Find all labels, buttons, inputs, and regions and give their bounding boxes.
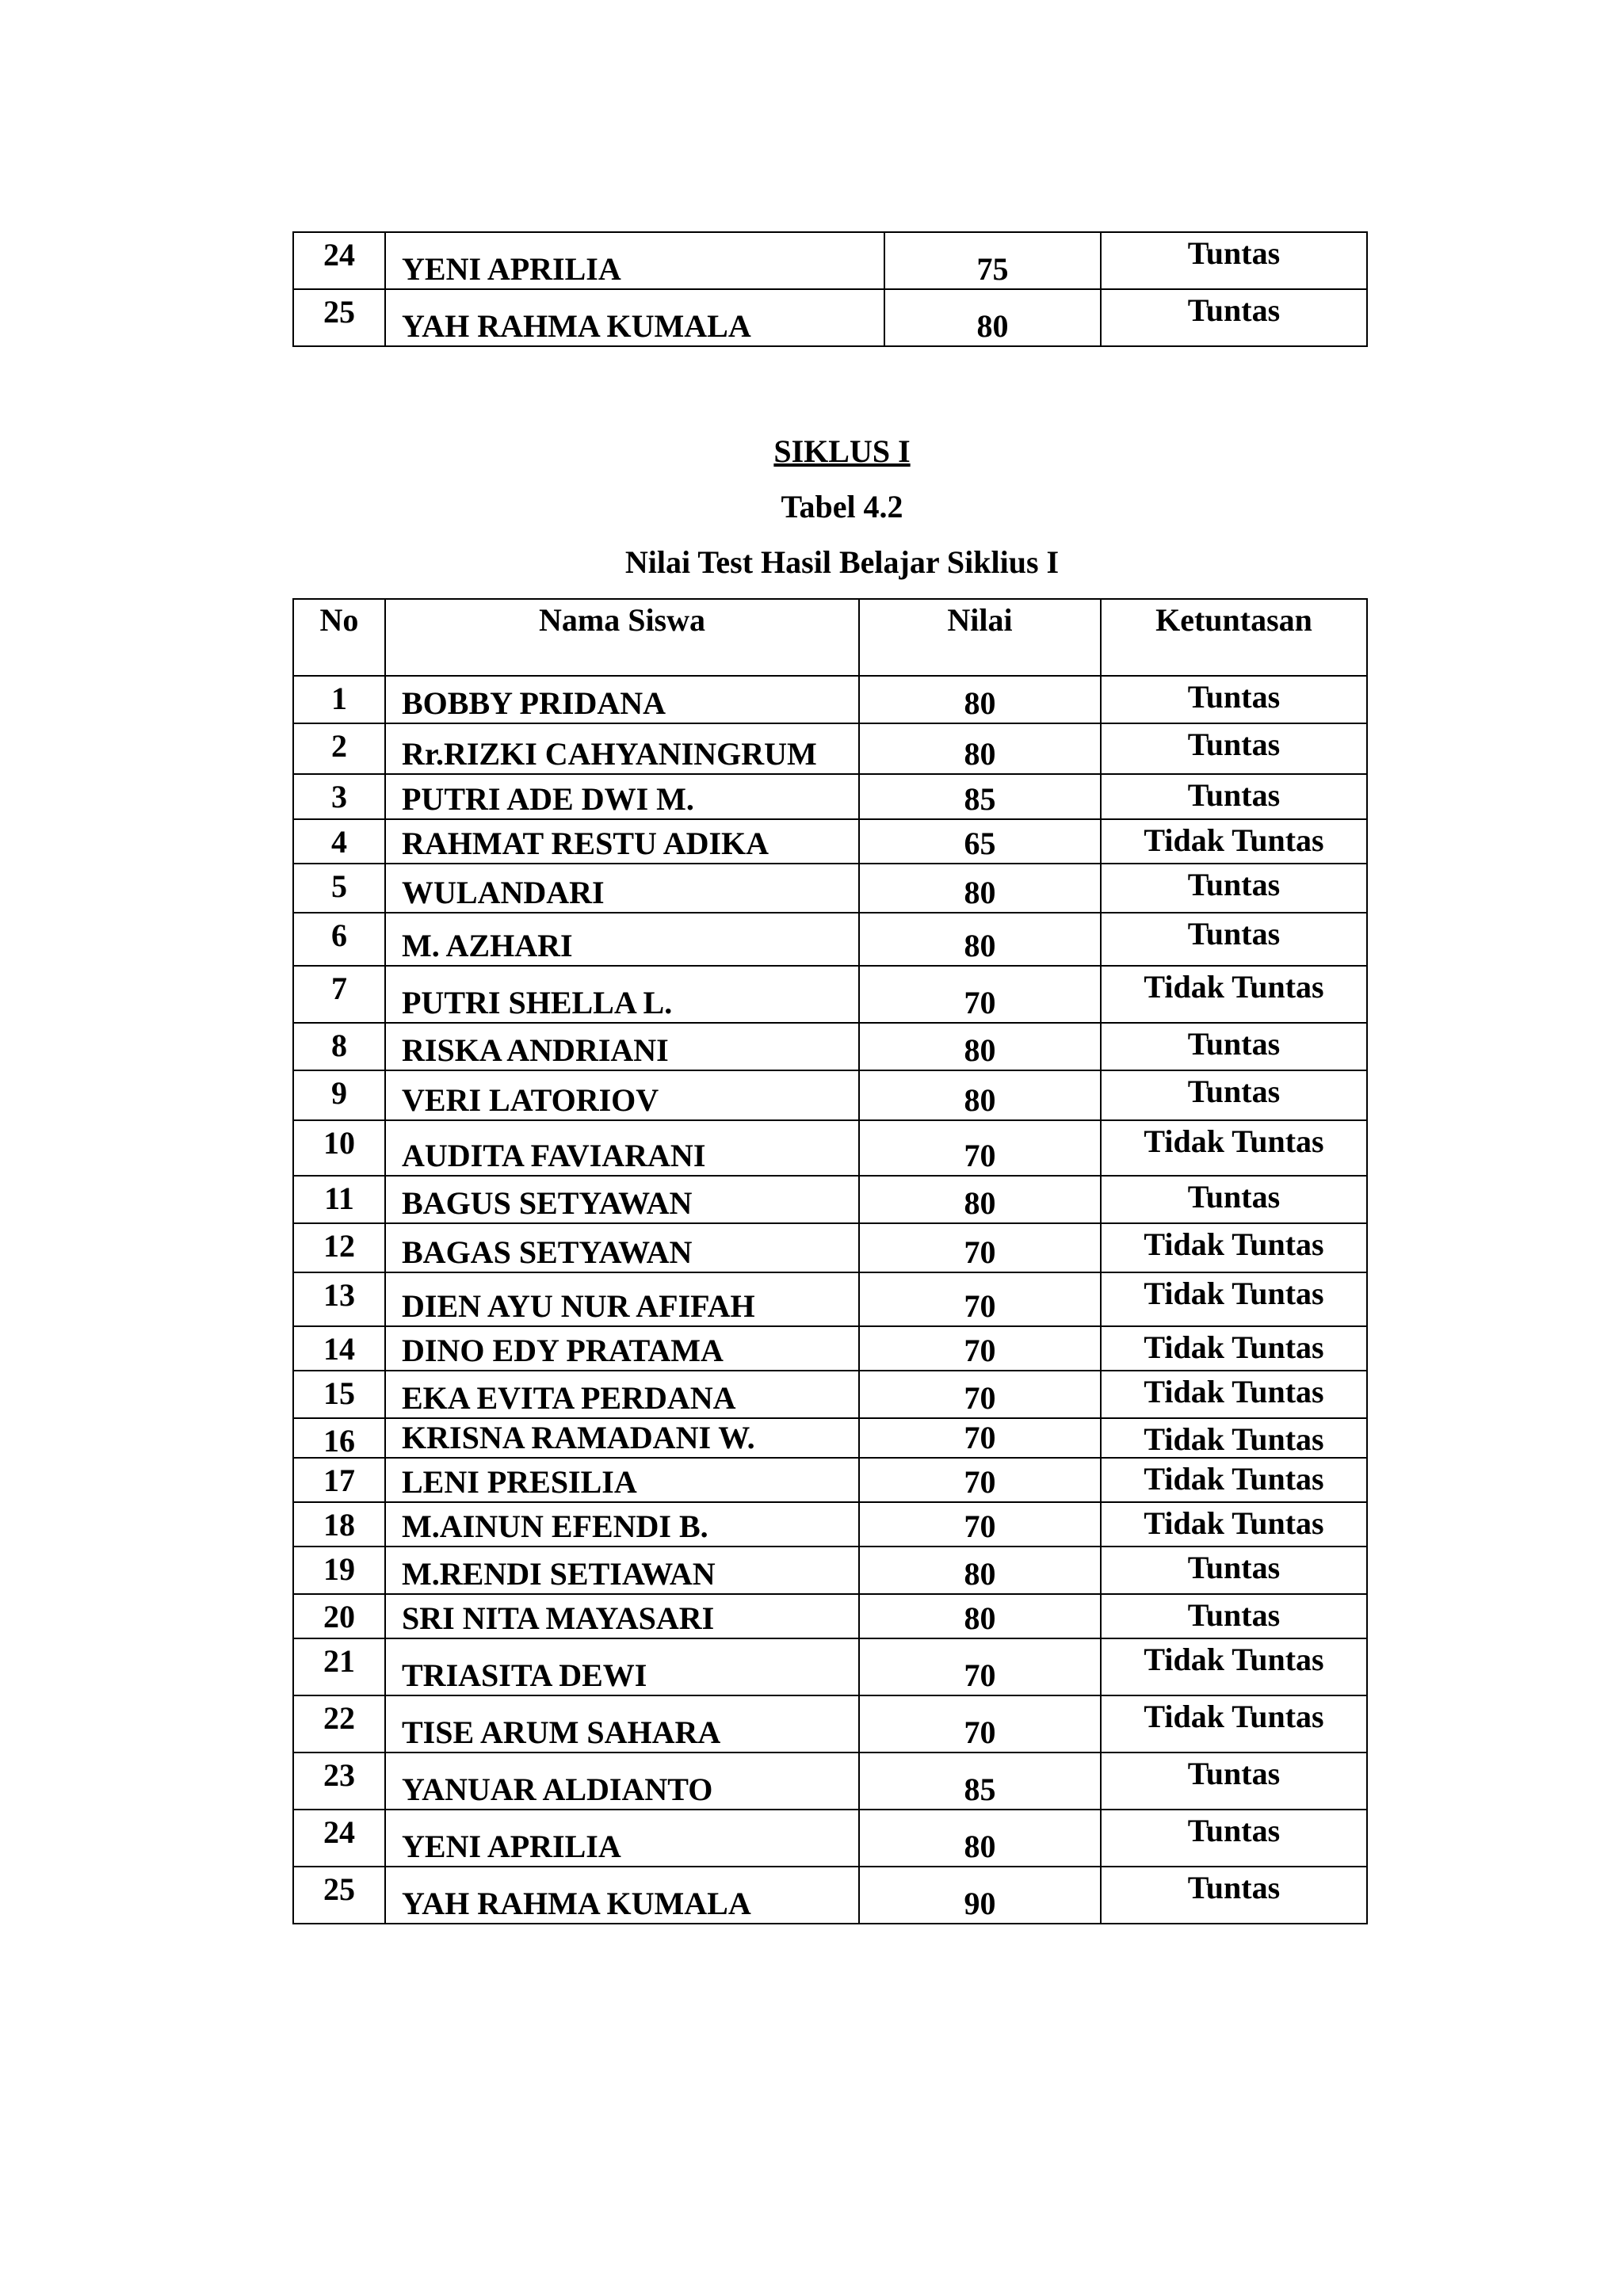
completion-status: Tuntas <box>1101 723 1367 774</box>
row-number: 25 <box>293 289 385 346</box>
score-value: 80 <box>859 1594 1101 1638</box>
table-row <box>293 676 1367 723</box>
student-name: YAH RAHMA KUMALA <box>385 1867 859 1924</box>
row-number: 23 <box>293 1753 385 1810</box>
table-row <box>293 1867 1367 1924</box>
table-row <box>293 1418 1367 1458</box>
row-number: 19 <box>293 1547 385 1594</box>
completion-status: Tidak Tuntas <box>1101 1326 1367 1371</box>
student-name: WULANDARI <box>385 864 859 913</box>
table-row <box>293 1695 1367 1753</box>
table-row <box>293 774 1367 819</box>
row-number: 4 <box>293 819 385 864</box>
table-row <box>293 966 1367 1023</box>
completion-status: Tuntas <box>1101 676 1367 723</box>
row-number: 25 <box>293 1867 385 1924</box>
student-name: YANUAR ALDIANTO <box>385 1753 859 1810</box>
student-name: LENI PRESILIA <box>385 1458 859 1502</box>
table-row <box>293 289 1367 346</box>
score-value: 80 <box>859 723 1101 774</box>
student-name: YENI APRILIA <box>385 1810 859 1867</box>
completion-status: Tidak Tuntas <box>1101 1695 1367 1753</box>
table-row <box>293 1371 1367 1418</box>
score-value: 80 <box>859 1023 1101 1070</box>
table-row <box>293 1023 1367 1070</box>
row-number: 14 <box>293 1326 385 1371</box>
table-row <box>293 1810 1367 1867</box>
score-value: 80 <box>859 676 1101 723</box>
completion-status: Tidak Tuntas <box>1101 1418 1367 1458</box>
completion-status: Tuntas <box>1101 1594 1367 1638</box>
score-value: 80 <box>859 913 1101 966</box>
row-number: 21 <box>293 1638 385 1695</box>
completion-status: Tidak Tuntas <box>1101 819 1367 864</box>
row-number: 10 <box>293 1120 385 1176</box>
row-number: 8 <box>293 1023 385 1070</box>
student-name: TISE ARUM SAHARA <box>385 1695 859 1753</box>
row-number: 24 <box>293 232 385 289</box>
completion-status: Tuntas <box>1101 1547 1367 1594</box>
row-number: 13 <box>293 1272 385 1326</box>
score-value: 70 <box>859 1272 1101 1326</box>
student-name: PUTRI SHELLA L. <box>385 966 859 1023</box>
table-row <box>293 1070 1367 1120</box>
completion-status: Tidak Tuntas <box>1101 1371 1367 1418</box>
table-row <box>293 1120 1367 1176</box>
student-name: SRI NITA MAYASARI <box>385 1594 859 1638</box>
student-name: Rr.RIZKI CAHYANINGRUM <box>385 723 859 774</box>
score-value: 70 <box>859 966 1101 1023</box>
student-name: TRIASITA DEWI <box>385 1638 859 1695</box>
completion-status: Tuntas <box>1101 913 1367 966</box>
completion-status: Tidak Tuntas <box>1101 1272 1367 1326</box>
table-row <box>293 819 1367 864</box>
student-name: BAGUS SETYAWAN <box>385 1176 859 1223</box>
completion-status: Tuntas <box>1101 1070 1367 1120</box>
student-name: EKA EVITA PERDANA <box>385 1371 859 1418</box>
table-row <box>293 1272 1367 1326</box>
student-name: M. AZHARI <box>385 913 859 966</box>
student-name: VERI LATORIOV <box>385 1070 859 1120</box>
header-score: Nilai <box>859 599 1101 676</box>
completion-status: Tidak Tuntas <box>1101 966 1367 1023</box>
student-name: M.AINUN EFENDI B. <box>385 1502 859 1547</box>
completion-status: Tidak Tuntas <box>1101 1638 1367 1695</box>
score-value: 80 <box>859 864 1101 913</box>
table-row <box>293 1638 1367 1695</box>
row-number: 16 <box>293 1418 385 1458</box>
table-row <box>293 1176 1367 1223</box>
score-value: 90 <box>859 1867 1101 1924</box>
row-number: 18 <box>293 1502 385 1547</box>
completion-status: Tidak Tuntas <box>1101 1223 1367 1272</box>
row-number: 1 <box>293 676 385 723</box>
completion-status: Tuntas <box>1101 1810 1367 1867</box>
score-value: 80 <box>859 1176 1101 1223</box>
row-number: 22 <box>293 1695 385 1753</box>
completion-status: Tidak Tuntas <box>1101 1120 1367 1176</box>
row-number: 7 <box>293 966 385 1023</box>
table-row <box>293 1223 1367 1272</box>
header-no: No <box>293 599 385 676</box>
table-row <box>293 1753 1367 1810</box>
score-value: 70 <box>859 1223 1101 1272</box>
student-name: KRISNA RAMADANI W. <box>385 1418 859 1458</box>
score-value: 65 <box>859 819 1101 864</box>
student-name: BOBBY PRIDANA <box>385 676 859 723</box>
completion-status: Tuntas <box>1101 1023 1367 1070</box>
completion-status: Tuntas <box>1101 232 1367 289</box>
row-number: 9 <box>293 1070 385 1120</box>
table-row <box>293 913 1367 966</box>
student-name: M.RENDI SETIAWAN <box>385 1547 859 1594</box>
completion-status: Tuntas <box>1101 1753 1367 1810</box>
table-row <box>293 1594 1367 1638</box>
table-number: Tabel 4.2 <box>781 489 903 524</box>
score-value: 70 <box>859 1120 1101 1176</box>
row-number: 2 <box>293 723 385 774</box>
completion-status: Tuntas <box>1101 289 1367 346</box>
table-row <box>293 1547 1367 1594</box>
row-number: 24 <box>293 1810 385 1867</box>
score-value: 85 <box>859 1753 1101 1810</box>
table-row <box>293 1502 1367 1547</box>
student-name: DINO EDY PRATAMA <box>385 1326 859 1371</box>
row-number: 12 <box>293 1223 385 1272</box>
student-name: RISKA ANDRIANI <box>385 1023 859 1070</box>
score-value: 70 <box>859 1502 1101 1547</box>
score-value: 70 <box>859 1371 1101 1418</box>
completion-status: Tuntas <box>1101 774 1367 819</box>
score-value: 75 <box>884 232 1101 289</box>
completion-status: Tidak Tuntas <box>1101 1458 1367 1502</box>
score-value: 70 <box>859 1458 1101 1502</box>
score-value: 85 <box>859 774 1101 819</box>
table-row <box>293 1458 1367 1502</box>
student-name: RAHMAT RESTU ADIKA <box>385 819 859 864</box>
table-row <box>293 232 1367 289</box>
row-number: 5 <box>293 864 385 913</box>
table-row <box>293 864 1367 913</box>
header-status: Ketuntasan <box>1101 599 1367 676</box>
completion-status: Tidak Tuntas <box>1101 1502 1367 1547</box>
student-name: BAGAS SETYAWAN <box>385 1223 859 1272</box>
row-number: 20 <box>293 1594 385 1638</box>
score-value: 70 <box>859 1418 1101 1458</box>
completion-status: Tuntas <box>1101 1867 1367 1924</box>
row-number: 15 <box>293 1371 385 1418</box>
completion-status: Tuntas <box>1101 864 1367 913</box>
completion-status: Tuntas <box>1101 1176 1367 1223</box>
table-header-row <box>293 599 1367 676</box>
score-value: 80 <box>859 1070 1101 1120</box>
previous-table-continuation <box>292 231 1368 347</box>
student-name: PUTRI ADE DWI M. <box>385 774 859 819</box>
score-value: 70 <box>859 1326 1101 1371</box>
student-name: DIEN AYU NUR AFIFAH <box>385 1272 859 1326</box>
row-number: 11 <box>293 1176 385 1223</box>
table-title: Nilai Test Hasil Belajar Siklius I <box>624 544 1060 580</box>
score-value: 70 <box>859 1695 1101 1753</box>
score-value: 80 <box>884 289 1101 346</box>
student-name: YENI APRILIA <box>385 232 884 289</box>
row-number: 17 <box>293 1458 385 1502</box>
section-title: SIKLUS I <box>773 433 911 469</box>
student-name: AUDITA FAVIARANI <box>385 1120 859 1176</box>
table-row <box>293 723 1367 774</box>
score-table <box>292 598 1368 1924</box>
score-value: 80 <box>859 1810 1101 1867</box>
score-value: 80 <box>859 1547 1101 1594</box>
row-number: 3 <box>293 774 385 819</box>
student-name: YAH RAHMA KUMALA <box>385 289 884 346</box>
score-value: 70 <box>859 1638 1101 1695</box>
header-name: Nama Siswa <box>385 599 859 676</box>
table-row <box>293 1326 1367 1371</box>
row-number: 6 <box>293 913 385 966</box>
